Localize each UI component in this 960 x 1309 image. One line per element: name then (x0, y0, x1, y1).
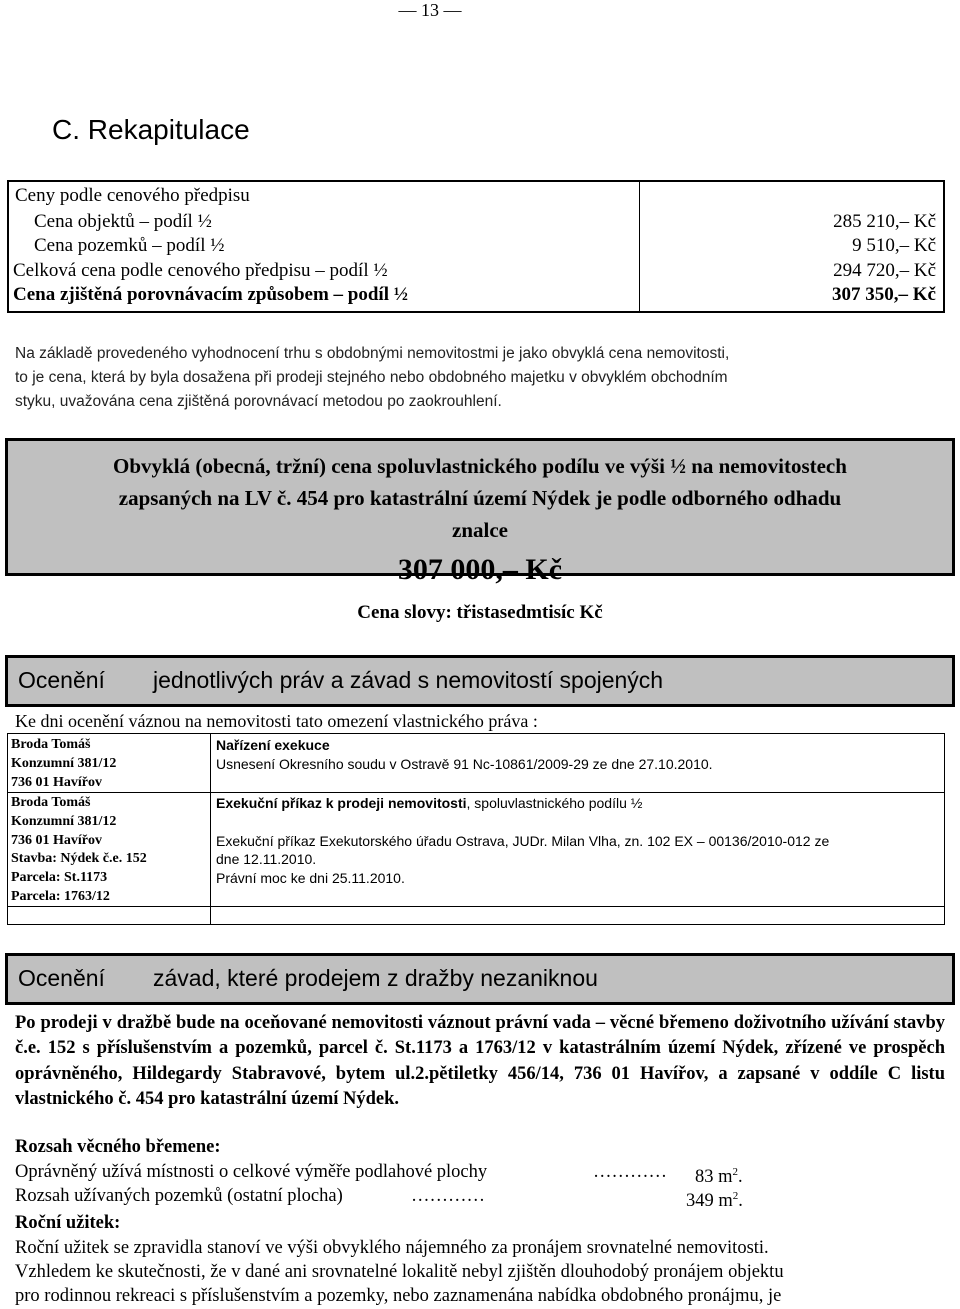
owner-line: Parcela: St.1173 (11, 870, 108, 886)
price-row-value: 9 510,– Kč (852, 235, 936, 256)
annual-benefit-line: pro rodinnou rekreaci s příslušenstvím a pozemky, nebo zaznamenána nabídka obdobného pronájmu, je (15, 1286, 782, 1306)
valuation-note-line: styku, uvažována cena zjištěná porovnávací metodou po zaokrouhlení. (15, 393, 502, 410)
section-heading: C. Rekapitulace (52, 114, 250, 145)
easement-row-label: Oprávněný užívá místnosti o celkové výměře podlahové plochy (15, 1162, 488, 1182)
easement-row-dots: ………… (411, 1186, 485, 1206)
encumbrance-detail: Právní moc ke dni 25.11.2010. (216, 870, 405, 887)
price-row-label: Cena pozemků – podíl ½ (34, 235, 225, 256)
price-table-title-row (9, 184, 943, 208)
encumbrance-owner (11, 736, 116, 792)
encumbrance-detail: Exekuční příkaz Exekutorského úřadu Ostrava, JUDr. Milan Vlha, zn. 102 EX – 00136/2010-012 ze (216, 832, 830, 849)
price-table-row (9, 210, 943, 234)
owner-line: 736 01 Havířov (11, 774, 102, 790)
auction-heading-text: závad, které prodejem z dražby nezaniknou (153, 965, 598, 991)
easement-row-end: . (738, 1191, 743, 1212)
owner-line: Broda Tomáš (11, 795, 91, 810)
easement-row-value: 349 m (686, 1191, 733, 1212)
price-row-value: 307 350,– Kč (832, 284, 936, 305)
encumbrance-entry (216, 794, 829, 888)
price-row-label: Cena objektů – podíl ½ (34, 211, 212, 232)
market-price-box (5, 438, 955, 586)
easement-row (15, 1184, 775, 1212)
annual-benefit-line: Roční užitek se zpravidla stanoví ve výši obvyklého nájemného za pronájem srovnatelné nemovitosti. (15, 1238, 769, 1258)
easement-row-end: . (738, 1167, 743, 1188)
encumbrance-intro: Ke dni ocenění váznou na nemovitosti tato omezení vlastnického práva : (15, 711, 538, 731)
price-row-label: Cena zjištěná porovnávacím způsobem – podíl ½ (13, 284, 408, 305)
owner-line: Stavba: Nýdek č.e. 152 (11, 851, 147, 867)
price-table-row (9, 283, 943, 307)
encumbrance-table-row-divider (8, 792, 944, 793)
encumbrance-detail: dne 12.11.2010. (216, 851, 317, 868)
easement-heading: Rozsah věcného břemene: (15, 1137, 221, 1157)
encumbrance-table-column-divider (210, 734, 211, 924)
easement-row-amount (686, 1184, 743, 1213)
encumbrance-owner (11, 794, 147, 907)
auction-heading-word: Ocenění (18, 965, 105, 991)
page-number: — 13 — (398, 0, 462, 20)
price-table-title: Ceny podle cenového předpisu (15, 185, 250, 206)
annual-benefit-heading: Roční užitek: (15, 1213, 121, 1233)
easement-row-sup: 2 (732, 1166, 739, 1178)
annual-benefit-line: Vzhledem ke skutečnosti, že v dané ani srovnatelné lokalitě nebyl zjištěn dlouhodobý pronájem objektu (15, 1262, 784, 1282)
market-price-line: Obvyklá (obecná, tržní) cena spoluvlastnického podílu ve výši ½ na nemovitostech (113, 454, 847, 478)
price-row-value: 285 210,– Kč (833, 211, 936, 232)
valuation-note (15, 342, 729, 414)
easement-row-sup: 2 (732, 1190, 739, 1202)
price-row-label: Celková cena podle cenového předpisu – podíl ½ (13, 260, 388, 281)
price-row-value: 294 720,– Kč (833, 260, 936, 281)
rights-heading-text: jednotlivých práv a závad s nemovitostí spojených (153, 667, 664, 693)
market-price-amount: 307 000,– Kč (397, 553, 563, 586)
auction-heading (5, 953, 955, 1005)
price-table-row (9, 234, 943, 258)
encumbrance-detail: Usnesení Okresního soudu v Ostravě 91 Nc-10861/2009-29 ze dne 27.10.2010. (216, 755, 713, 772)
rights-heading-word: Ocenění (18, 667, 105, 693)
owner-line: Konzumní 381/12 (11, 755, 117, 771)
encumbrance-title: Nařízení exekuce (216, 737, 330, 753)
owner-line: Konzumní 381/12 (11, 813, 117, 829)
encumbrance-table (7, 733, 945, 925)
price-table-row (9, 259, 943, 283)
easement-row-label: Rozsah užívaných pozemků (ostatní plocha) (15, 1186, 343, 1206)
price-in-words: Cena slovy: třistasedmtisíc Kč (357, 602, 603, 623)
encumbrance-title: Exekuční příkaz k prodeji nemovitosti (216, 795, 467, 811)
easement-row-value: 83 m (695, 1167, 733, 1188)
easement-row-dots: ………… (593, 1162, 667, 1182)
encumbrance-entry (216, 736, 713, 774)
encumbrance-title-suffix: , spoluvlastnického podílu ½ (466, 795, 643, 811)
valuation-note-line: to je cena, která by byla dosažena při prodeji stejného nebo obdobného majetku v obvyklém obchodním (15, 369, 728, 386)
price-table (7, 180, 945, 313)
owner-line: Parcela: 1763/12 (11, 888, 110, 904)
owner-line: 736 01 Havířov (11, 832, 102, 848)
encumbrance-table-row-divider (8, 906, 944, 907)
easement-row (15, 1160, 775, 1188)
rights-heading (5, 655, 955, 707)
market-price-line: zapsaných na LV č. 454 pro katastrální území Nýdek je podle odborného odhadu (118, 486, 842, 510)
valuation-note-line: Na základě provedeného vyhodnocení trhu s obdobnými nemovitostmi je jako obvyklá cena nemovitosti, (15, 345, 730, 362)
owner-line: Broda Tomáš (11, 737, 91, 752)
auction-paragraph: Po prodeji v dražbě bude na oceňované nemovitosti váznout právní vada – věcné břemeno doživotního užívání stavby č.e. 152 s příslušenstvím a pozemků, parcel č. St.1173 a 1763/12 v katastrálním území Nýdek, zřízené ve prospěch oprávněného, Hildegardy Stabravové, bytem ul.2.pětiletky 456/14, 736 01 Havířov, a zapsané v oddíle C listu vlastnického č. 454 pro katastrální území Nýdek. (15, 1013, 945, 1109)
market-price-line: znalce (452, 518, 508, 542)
